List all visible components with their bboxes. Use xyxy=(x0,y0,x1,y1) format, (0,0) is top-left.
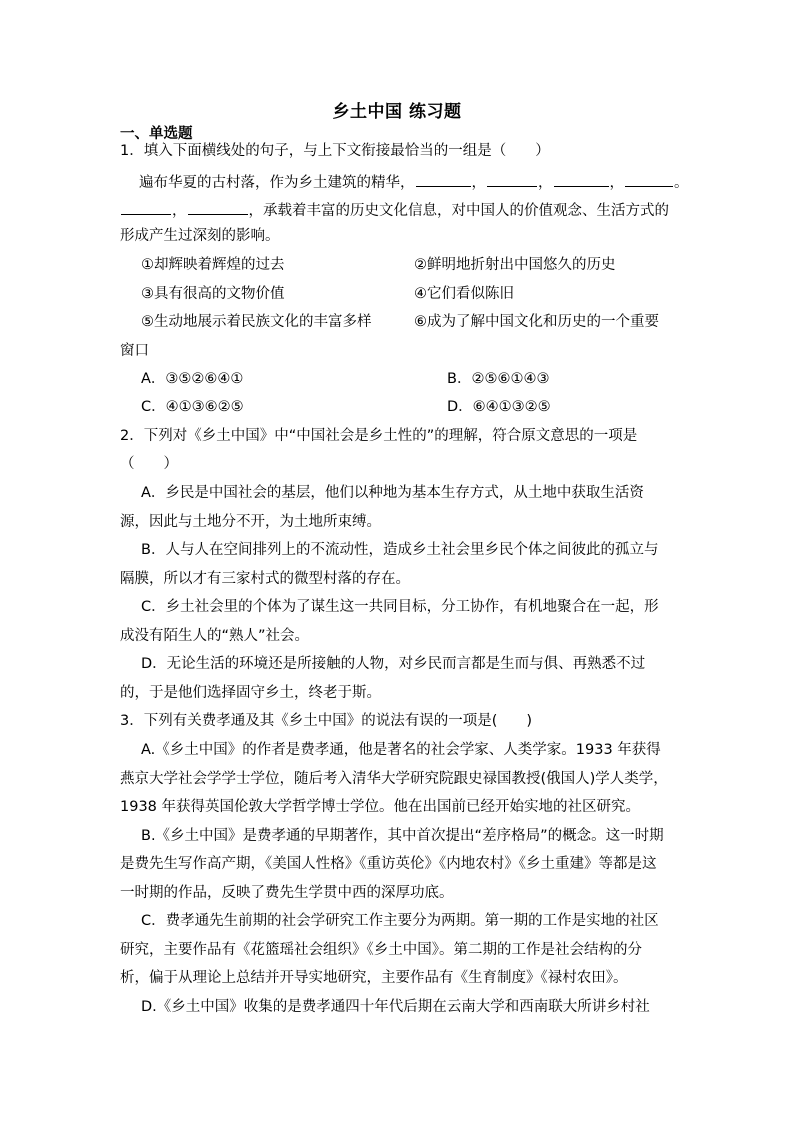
fill-blank-4 xyxy=(625,171,673,187)
question-1-option-b[interactable]: B．②⑤⑥①④③ xyxy=(447,371,550,387)
punct: 。 xyxy=(674,175,689,191)
fill-blank-2 xyxy=(487,171,537,187)
punct: ， xyxy=(471,175,486,191)
sentence-item-5: ⑤生动地展示着民族文化的丰富多样 xyxy=(141,314,372,330)
question-2-option-a-cont: 源，因此与土地分不开，为土地所束缚。 xyxy=(120,514,381,530)
sentence-item-1: ①却辉映着辉煌的过去 xyxy=(141,257,285,273)
question-3-option-a[interactable]: A.《乡土中国》的作者是费孝通，他是著名的社会学家、人类学家。1933 年获得 xyxy=(141,742,661,758)
question-3-option-b[interactable]: B.《乡土中国》是费孝通的早期著作，其中首次提出“差序格局”的概念。这一时期 xyxy=(141,828,664,844)
question-2-option-b-cont: 隔膜，所以才有三家村式的微型村落的存在。 xyxy=(120,571,410,587)
question-3-option-c-cont-2: 析，偏于从理论上总结并开导实地研究，主要作品有《生育制度》《禄村农田》。 xyxy=(120,970,628,986)
question-3-stem: 3．下列有关费孝通及其《乡土中国》的说法有误的一项是( ) xyxy=(120,713,533,729)
question-3-option-c[interactable]: C．费孝通先生前期的社会学研究工作主要分为两期。第一期的工作是实地的社区 xyxy=(141,913,659,929)
question-1-passage-line-3: 形成产生过深刻的影响。 xyxy=(120,228,280,244)
question-3-option-a-cont-1: 燕京大学社会学学士学位，随后考入清华大学研究院跟史禄国教授(俄国人)学人类学， xyxy=(120,771,668,787)
question-2-answer-paren: （ ） xyxy=(120,456,178,472)
fill-blank-6 xyxy=(188,199,248,215)
question-1-option-a[interactable]: A．③⑤②⑥④① xyxy=(141,371,244,387)
question-1-passage-line-1 xyxy=(139,171,695,193)
punct: ， xyxy=(172,203,187,219)
sentence-item-6-continued: 窗口 xyxy=(120,343,149,359)
question-2-option-c-cont: 成没有陌生人的“熟人”社会。 xyxy=(120,628,310,644)
sentence-item-3: ③具有很高的文物价值 xyxy=(141,286,285,302)
sentence-item-6: ⑥成为了解中国文化和历史的一个重要 xyxy=(414,314,659,330)
question-2-stem: 2．下列对《乡土中国》中“中国社会是乡土性的”的理解，符合原文意思的一项是 xyxy=(120,428,638,444)
question-1-option-c[interactable]: C．④①③⑥②⑤ xyxy=(141,399,244,415)
passage-text: 遍布华夏的古村落，作为乡土建筑的精华， xyxy=(139,175,415,191)
sentence-item-4: ④它们看似陈旧 xyxy=(414,286,514,302)
question-3-option-b-cont-1: 是费先生写作高产期，《美国人性格》《重访英伦》《内地农村》《乡土重建》等都是这 xyxy=(120,856,657,872)
sentence-item-2: ②鲜明地折射出中国悠久的历史 xyxy=(414,257,616,273)
fill-blank-1 xyxy=(416,171,471,187)
question-1-option-d[interactable]: D．⑥④①③②⑤ xyxy=(447,399,551,415)
passage-text: ，承载着丰富的历史文化信息，对中国人的价值观念、生活方式的 xyxy=(248,203,669,219)
question-2-option-a[interactable]: A．乡民是中国社会的基层，他们以种地为基本生存方式，从土地中获取生活资 xyxy=(141,485,644,501)
question-1-stem: 1．填入下面横线处的句子，与上下文衔接最恰当的一组是（ ） xyxy=(120,143,550,159)
question-2-option-d-cont: 的，于是他们选择固守乡土，终老于斯。 xyxy=(120,685,381,701)
section-heading: 一、单选题 xyxy=(120,126,193,142)
question-3-option-d[interactable]: D.《乡土中国》收集的是费孝通四十年代后期在云南大学和西南联大所讲乡村社 xyxy=(141,999,650,1015)
punct: ， xyxy=(538,175,553,191)
question-1-passage-line-2 xyxy=(120,199,676,221)
question-2-option-d[interactable]: D．无论生活的环境还是所接触的人物，对乡民而言都是生而与俱、再熟悉不过 xyxy=(141,656,646,672)
question-3-option-b-cont-2: 一时期的作品，反映了费先生学贯中西的深厚功底。 xyxy=(120,885,454,901)
punct: ， xyxy=(609,175,624,191)
question-3-option-c-cont-1: 研究，主要作品有《花篮瑶社会组织》《乡土中国》。第二期的工作是社会结构的分 xyxy=(120,942,642,958)
fill-blank-5 xyxy=(121,199,171,215)
page-title: 乡土中国 练习题 xyxy=(332,102,462,122)
fill-blank-3 xyxy=(554,171,609,187)
question-2-option-c[interactable]: C．乡土社会里的个体为了谋生这一共同目标，分工协作，有机地聚合在一起，形 xyxy=(141,599,659,615)
question-3-option-a-cont-2: 1938 年获得英国伦敦大学哲学博士学位。他在出国前已经开始实地的社区研究。 xyxy=(120,799,641,815)
question-2-option-b[interactable]: B．人与人在空间排列上的不流动性，造成乡土社会里乡民个体之间彼此的孤立与 xyxy=(141,542,659,558)
